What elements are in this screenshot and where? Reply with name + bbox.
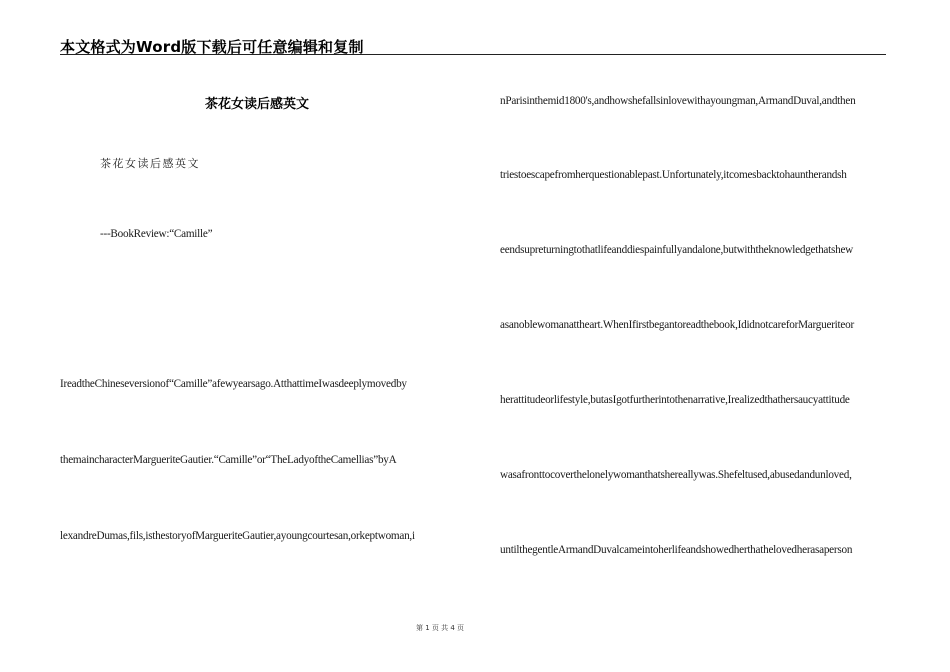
right-column-line: herattitudeorlifestyle,butasIgotfurtherintothenarrative,Irealizedthathersaucyattitude — [500, 394, 850, 406]
header-rule — [60, 54, 886, 55]
right-column-line: eendsupreturningtothatlifeanddiespainfullyandalone,butwiththeknowledgethatshew — [500, 244, 854, 256]
left-column-line: lexandreDumas,fils,isthestoryofMargueriteGautier,ayoungcourtesan,orkeptwoman,i — [60, 530, 415, 542]
right-column-line: triestoescapefromherquestionablepast.Unfortunately,itcomesbacktohauntherandsh — [500, 169, 847, 181]
right-column-line: wasafronttocoverthelonelywomanthatshereallywas.Shefeltused,abusedandunloved, — [500, 469, 852, 481]
right-column-line: untilthegentleArmandDuvalcameintoherlifeandshowedherthathelovedherasaperson — [500, 544, 853, 556]
right-column-line: asanoblewomanattheart.WhenIfirstbegantoreadthebook,IdidnotcareforMargueriteor — [500, 319, 854, 331]
page-number: 第 1 页 共 4 页 — [415, 624, 465, 632]
document-banner: 本文格式为Word版下载后可任意编辑和复制 — [60, 38, 364, 56]
left-column-line: themaincharacterMargueriteGautier.“Camille”or“TheLadyoftheCamellias”byA — [60, 454, 397, 466]
book-review-line: ---BookReview:“Camille” — [100, 228, 213, 240]
document-title: 茶花女读后感英文 — [205, 97, 310, 112]
left-column-line: IreadtheChineseversionof“Camille”afewyearsago.AtthattimeIwasdeeplymovedby — [60, 378, 407, 390]
right-column-line: nParisinthemid1800's,andhowshefallsinlovewithayoungman,ArmandDuval,andthen — [500, 95, 856, 107]
document-subtitle: 茶花女读后感英文 — [100, 157, 200, 170]
